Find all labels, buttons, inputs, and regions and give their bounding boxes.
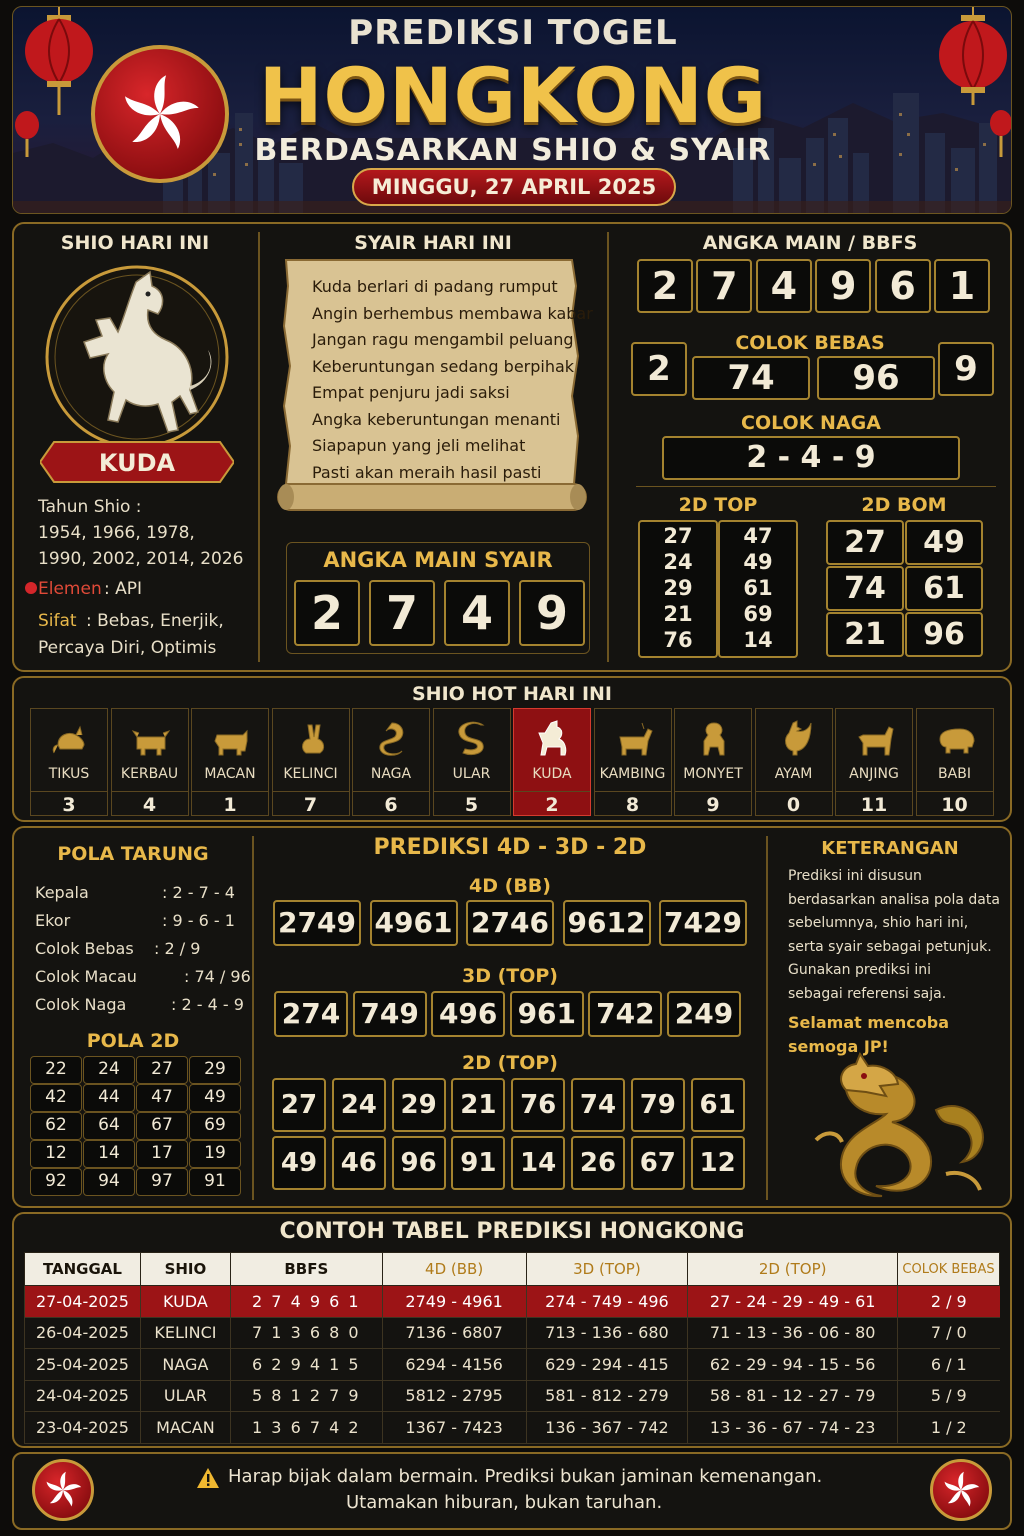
2d-pred-number: 76 — [511, 1078, 565, 1132]
shio-hot-cell — [835, 708, 913, 816]
2d-bom-number: 27 — [826, 520, 904, 565]
prediksi-title: PREDIKSI 4D - 3D - 2D — [373, 835, 647, 860]
shio-hot-number: 2 — [514, 791, 590, 817]
4d-number: 2749 — [273, 900, 361, 946]
table-cell: 6294 - 4156 — [382, 1349, 526, 1381]
shio-hot-cell — [272, 708, 350, 816]
header-title: HONGKONG — [258, 51, 768, 140]
hongkong-bauhinia-emblem — [930, 1459, 992, 1521]
colok-naga-value: 2 - 4 - 9 — [662, 436, 960, 480]
table-cell: 27 - 24 - 29 - 49 - 61 — [688, 1286, 898, 1318]
footer-line1: Harap bijak dalam bermain. Prediksi bukan jaminan kemenangan. — [228, 1466, 823, 1487]
shio-hari-ini-title: SHIO HARI INI — [60, 232, 210, 254]
hongkong-bauhinia-emblem — [32, 1459, 94, 1521]
2d-top-number: 21 — [663, 602, 693, 626]
keterangan-line: Gunakan prediksi ini — [788, 962, 932, 978]
table-header-row — [25, 1253, 1000, 1286]
shio-hot-cell — [433, 708, 511, 816]
colok-bebas-value: 96 — [817, 356, 935, 400]
syair-line: Empat penjuru jadi saksi — [312, 383, 510, 402]
footer-line2: Utamakan hiburan, bukan taruhan. — [346, 1492, 663, 1513]
2d-top-number: 47 — [743, 524, 773, 548]
2d-top-number: 69 — [743, 602, 773, 626]
divider — [258, 232, 260, 662]
angka-main-syair-title: ANGKA MAIN SYAIR — [323, 548, 553, 572]
table-row — [25, 1286, 1000, 1318]
pola-2d-number: 14 — [83, 1140, 135, 1168]
shio-hot-cell — [191, 708, 269, 816]
separator — [636, 486, 996, 487]
table-cell: 7 1 3 6 8 0 — [230, 1317, 382, 1349]
shio-hot-cell — [674, 708, 752, 816]
bbfs-digit: 6 — [875, 259, 931, 313]
pola-value: : 2 - 4 - 9 — [171, 995, 244, 1014]
pola-2d-number: 12 — [30, 1140, 82, 1168]
shio-hot-name: TIKUS — [48, 766, 90, 782]
table-cell: 1367 - 7423 — [382, 1412, 526, 1444]
table-cell: 62 - 29 - 94 - 15 - 56 — [688, 1349, 898, 1381]
snake-icon — [453, 719, 493, 759]
pola-2d-number: 94 — [83, 1168, 135, 1196]
shio-hot-number: 5 — [434, 791, 510, 817]
rat-icon — [50, 719, 90, 759]
2d-pred-number: 24 — [332, 1078, 386, 1132]
pola-2d-number: 67 — [136, 1112, 188, 1140]
4d-number: 9612 — [563, 900, 651, 946]
table-cell: ULAR — [140, 1380, 230, 1412]
table-cell: KELINCI — [140, 1317, 230, 1349]
table-body — [25, 1286, 1000, 1444]
table-cell: 629 - 294 - 415 — [526, 1349, 688, 1381]
2d-bom-title: 2D BOM — [861, 494, 947, 516]
3d-number: 496 — [431, 991, 505, 1037]
colok-bebas-value: 74 — [692, 356, 810, 400]
table-cell: 26-04-2025 — [25, 1317, 141, 1349]
pola-2d-number: 49 — [189, 1084, 241, 1112]
bbfs-digit: 2 — [637, 259, 693, 313]
2d-top-number: 14 — [743, 628, 773, 652]
bbfs-digit: 1 — [934, 259, 990, 313]
table-cell: 7 / 0 — [898, 1317, 1000, 1349]
3d-number: 742 — [588, 991, 662, 1037]
pig-icon — [936, 719, 976, 759]
table-row — [25, 1317, 1000, 1349]
2d-top-number: 61 — [743, 576, 773, 600]
rabbit-icon — [292, 719, 332, 759]
4d-number: 4961 — [370, 900, 458, 946]
2d-pred-number: 67 — [631, 1136, 685, 1190]
horse-zodiac-illustration — [40, 262, 234, 452]
table-cell: 23-04-2025 — [25, 1412, 141, 1444]
2d-pred-number: 46 — [332, 1136, 386, 1190]
divider — [252, 836, 254, 1200]
col-header-2d: 2D (TOP) — [688, 1253, 898, 1286]
syair-line: Pasti akan meraih hasil pasti — [312, 462, 542, 482]
2d-pred-number: 12 — [691, 1136, 745, 1190]
3d-number: 249 — [667, 991, 741, 1037]
col-header-colok-bebas: COLOK BEBAS — [898, 1253, 1000, 1286]
divider — [607, 232, 609, 662]
shio-hot-cell — [30, 708, 108, 816]
pola-2d-number: 64 — [83, 1112, 135, 1140]
bbfs-digit: 4 — [756, 259, 812, 313]
table-cell: 1 / 2 — [898, 1412, 1000, 1444]
pola-value: : 2 - 7 - 4 — [162, 883, 235, 902]
table-cell: 581 - 812 - 279 — [526, 1380, 688, 1412]
shio-hot-name: KUDA — [532, 766, 572, 782]
header-pretitle: PREDIKSI TOGEL — [348, 13, 678, 53]
pola-2d-number: 29 — [189, 1056, 241, 1084]
4d-number: 7429 — [659, 900, 747, 946]
tahun-shio-label: Tahun Shio : — [38, 497, 142, 517]
shio-hot-name: KELINCI — [283, 766, 338, 782]
table-row — [25, 1380, 1000, 1412]
syair-title: SYAIR HARI INI — [354, 232, 512, 254]
tahun-shio-line2: 1990, 2002, 2014, 2026 — [38, 549, 244, 569]
shio-hot-name: AYAM — [774, 766, 813, 782]
3d-number: 274 — [274, 991, 348, 1037]
shio-name: KUDA — [98, 449, 176, 477]
table-cell: 2 7 4 9 6 1 — [230, 1286, 382, 1318]
2d-pred-number: 29 — [392, 1078, 446, 1132]
pola-2d-number: 44 — [83, 1084, 135, 1112]
horse-icon — [533, 719, 573, 759]
pola-2d-number: 24 — [83, 1056, 135, 1084]
divider — [766, 836, 768, 1200]
shio-hot-name: MACAN — [204, 766, 256, 782]
elemen-label: Elemen — [38, 579, 102, 599]
keterangan-line: sebagai referensi saja. — [788, 985, 947, 1002]
2d-pred-number: 74 — [571, 1078, 625, 1132]
dog-icon — [855, 719, 895, 759]
shio-hot-name: ULAR — [452, 766, 491, 782]
date-badge: MINGGU, 27 APRIL 2025 — [352, 168, 676, 206]
keterangan-line: serta syair sebagai petunjuk. — [788, 938, 992, 955]
2d-pred-number: 79 — [631, 1078, 685, 1132]
shio-hot-number: 9 — [675, 791, 751, 817]
closing-line2: semoga JP! — [788, 1037, 889, 1056]
col-header-shio: SHIO — [140, 1253, 230, 1286]
pola-2d-number: 42 — [30, 1084, 82, 1112]
2d-pred-number: 21 — [451, 1078, 505, 1132]
table-cell: MACAN — [140, 1412, 230, 1444]
shio-hot-number: 3 — [31, 791, 107, 817]
2d-pred-number: 49 — [272, 1136, 326, 1190]
pola-label: Ekor — [35, 911, 71, 930]
table-cell: 136 - 367 - 742 — [526, 1412, 688, 1444]
ox-icon — [131, 719, 171, 759]
2d-bom-number: 74 — [826, 566, 904, 611]
colok-bebas-value: 9 — [938, 342, 994, 396]
table-cell: 1 3 6 7 4 2 — [230, 1412, 382, 1444]
shio-hot-cell — [594, 708, 672, 816]
shio-hot-name: KERBAU — [120, 766, 179, 782]
pola-value: : 2 / 9 — [154, 939, 201, 958]
table-cell: KUDA — [140, 1286, 230, 1318]
goat-icon — [614, 719, 654, 759]
shio-hot-number: 6 — [353, 791, 429, 817]
table-cell: 274 - 749 - 496 — [526, 1286, 688, 1318]
syair-line: Keberuntungan sedang berpihak — [312, 356, 575, 376]
table-cell: 58 - 81 - 12 - 27 - 79 — [688, 1380, 898, 1412]
2d-bom-number: 61 — [905, 566, 983, 611]
angka-main-title: ANGKA MAIN / BBFS — [702, 232, 918, 254]
shio-hot-cell — [755, 708, 833, 816]
pola-2d-number: 92 — [30, 1168, 82, 1196]
dragon-illustration — [786, 1050, 1006, 1200]
keterangan-line: Prediksi ini disusun — [788, 868, 922, 884]
3d-number: 961 — [510, 991, 584, 1037]
2d-top-number: 76 — [663, 628, 693, 652]
pola-2d-number: 27 — [136, 1056, 188, 1084]
pola-2d-number: 17 — [136, 1140, 188, 1168]
keterangan-line: berdasarkan analisa pola data — [788, 891, 1000, 908]
2d-pred-number: 26 — [571, 1136, 625, 1190]
header-subtitle: BERDASARKAN SHIO & SYAIR — [254, 133, 772, 168]
2d-pred-number: 61 — [691, 1078, 745, 1132]
pola-value: : 74 / 96 — [184, 967, 251, 986]
2d-top-number: 29 — [663, 576, 693, 600]
colok-bebas-title: COLOK BEBAS — [735, 332, 885, 354]
pola-2d-number: 47 — [136, 1084, 188, 1112]
syair-line: Siapapun yang jeli melihat — [312, 436, 526, 455]
pola-2d-number: 97 — [136, 1168, 188, 1196]
table-cell: 6 2 9 4 1 5 — [230, 1349, 382, 1381]
table-cell: 27-04-2025 — [25, 1286, 141, 1318]
bbfs-digit: 9 — [815, 259, 871, 313]
warning-icon — [196, 1467, 220, 1489]
pola-2d-number: 91 — [189, 1168, 241, 1196]
tahun-shio-line1: 1954, 1966, 1978, — [38, 523, 195, 543]
angka-syair-digit: 2 — [294, 580, 360, 646]
table-row — [25, 1349, 1000, 1381]
table-cell: 2749 - 4961 — [382, 1286, 526, 1318]
table-row — [25, 1412, 1000, 1444]
pola-tarung-title: POLA TARUNG — [57, 843, 209, 865]
tiger-icon — [211, 719, 251, 759]
2d-bom-number: 96 — [905, 612, 983, 657]
shio-hot-number: 4 — [112, 791, 188, 817]
shio-hot-name: KAMBING — [599, 766, 666, 782]
keterangan-line: sebelumnya, shio hari ini, — [788, 915, 969, 931]
shio-hot-number: 8 — [595, 791, 671, 817]
dragon-icon — [372, 719, 412, 759]
pola-2d-number: 22 — [30, 1056, 82, 1084]
pola-label: Kepala — [35, 883, 89, 902]
3d-number: 749 — [353, 991, 427, 1037]
bbfs-digit: 7 — [696, 259, 752, 313]
2d-pred-number: 96 — [392, 1136, 446, 1190]
prediksi-history-table — [24, 1252, 1000, 1444]
pola-value: : 9 - 6 - 1 — [162, 911, 235, 930]
table-cell: 6 / 1 — [898, 1349, 1000, 1381]
table-cell: 5 8 1 2 7 9 — [230, 1380, 382, 1412]
col-header-tanggal: TANGGAL — [25, 1253, 141, 1286]
shio-hot-number: 7 — [273, 791, 349, 817]
2d-top-title: 2D TOP — [678, 494, 758, 516]
4d-number: 2746 — [466, 900, 554, 946]
table-cell: 713 - 136 - 680 — [526, 1317, 688, 1349]
table-cell: 5812 - 2795 — [382, 1380, 526, 1412]
shio-hot-name: MONYET — [683, 766, 743, 782]
pola-2d-number: 69 — [189, 1112, 241, 1140]
shio-hot-number: 11 — [836, 791, 912, 817]
shio-hot-number: 10 — [917, 791, 993, 817]
pola-label: Colok Bebas — [35, 939, 134, 958]
col-header-4d: 4D (BB) — [382, 1253, 526, 1286]
2d-top-number: 27 — [663, 524, 693, 548]
2d-pred-number: 14 — [511, 1136, 565, 1190]
sifat-value1: : Bebas, Enerjik, — [86, 611, 224, 631]
shio-hot-cell — [513, 708, 591, 816]
3d-title: 3D (TOP) — [461, 965, 558, 987]
shio-hot-name: ANJING — [849, 766, 899, 782]
pola-2d-number: 62 — [30, 1112, 82, 1140]
2d-pred-number: 91 — [451, 1136, 505, 1190]
sifat-label: Sifat — [38, 611, 77, 631]
syair-line: Angka keberuntungan menanti — [312, 409, 561, 429]
shio-hot-name: NAGA — [370, 766, 412, 782]
syair-line: Kuda berlari di padang rumput — [312, 277, 558, 296]
syair-line: Jangan ragu mengambil peluang — [312, 330, 574, 349]
2d-bom-number: 49 — [905, 520, 983, 565]
fire-element-icon — [25, 582, 37, 594]
shio-hot-cell — [111, 708, 189, 816]
pola-label: Colok Naga — [35, 995, 127, 1014]
2d-pred-number: 27 — [272, 1078, 326, 1132]
colok-naga-title: COLOK NAGA — [741, 412, 881, 434]
syair-line: Angin berhembus membawa kabar — [312, 303, 593, 323]
elemen-value: : API — [104, 579, 143, 599]
shio-hot-title: SHIO HOT HARI INI — [411, 683, 612, 705]
table-cell: 7136 - 6807 — [382, 1317, 526, 1349]
2d-top-number: 24 — [663, 550, 693, 574]
shio-hot-number: 0 — [756, 791, 832, 817]
col-header-bbfs: BBFS — [230, 1253, 382, 1286]
rooster-icon — [775, 719, 815, 759]
table-cell: 2 / 9 — [898, 1286, 1000, 1318]
table-cell: 24-04-2025 — [25, 1380, 141, 1412]
monkey-icon — [694, 719, 734, 759]
tabel-title: CONTOH TABEL PREDIKSI HONGKONG — [279, 1219, 745, 1244]
angka-syair-digit: 7 — [369, 580, 435, 646]
pola-2d-title: POLA 2D — [86, 1030, 180, 1052]
4d-title: 4D (BB) — [469, 875, 551, 897]
keterangan-title: KETERANGAN — [821, 838, 959, 859]
shio-hot-cell — [916, 708, 994, 816]
shio-hot-cell — [352, 708, 430, 816]
shio-hot-name: BABI — [938, 766, 971, 782]
angka-syair-digit: 4 — [444, 580, 510, 646]
table-cell: 13 - 36 - 67 - 74 - 23 — [688, 1412, 898, 1444]
colok-bebas-value: 2 — [631, 342, 687, 396]
2d-bom-number: 21 — [826, 612, 904, 657]
shio-hot-number: 1 — [192, 791, 268, 817]
2d-top-number: 49 — [743, 550, 773, 574]
2d-pred-title: 2D (TOP) — [461, 1052, 558, 1074]
closing-line1: Selamat mencoba — [788, 1013, 949, 1032]
pola-2d-number: 19 — [189, 1140, 241, 1168]
col-header-3d: 3D (TOP) — [526, 1253, 688, 1286]
pola-label: Colok Macau — [35, 967, 137, 986]
table-cell: 25-04-2025 — [25, 1349, 141, 1381]
table-cell: NAGA — [140, 1349, 230, 1381]
sifat-value2: Percaya Diri, Optimis — [38, 638, 217, 658]
table-cell: 71 - 13 - 36 - 06 - 80 — [688, 1317, 898, 1349]
angka-syair-digit: 9 — [519, 580, 585, 646]
table-cell: 5 / 9 — [898, 1380, 1000, 1412]
